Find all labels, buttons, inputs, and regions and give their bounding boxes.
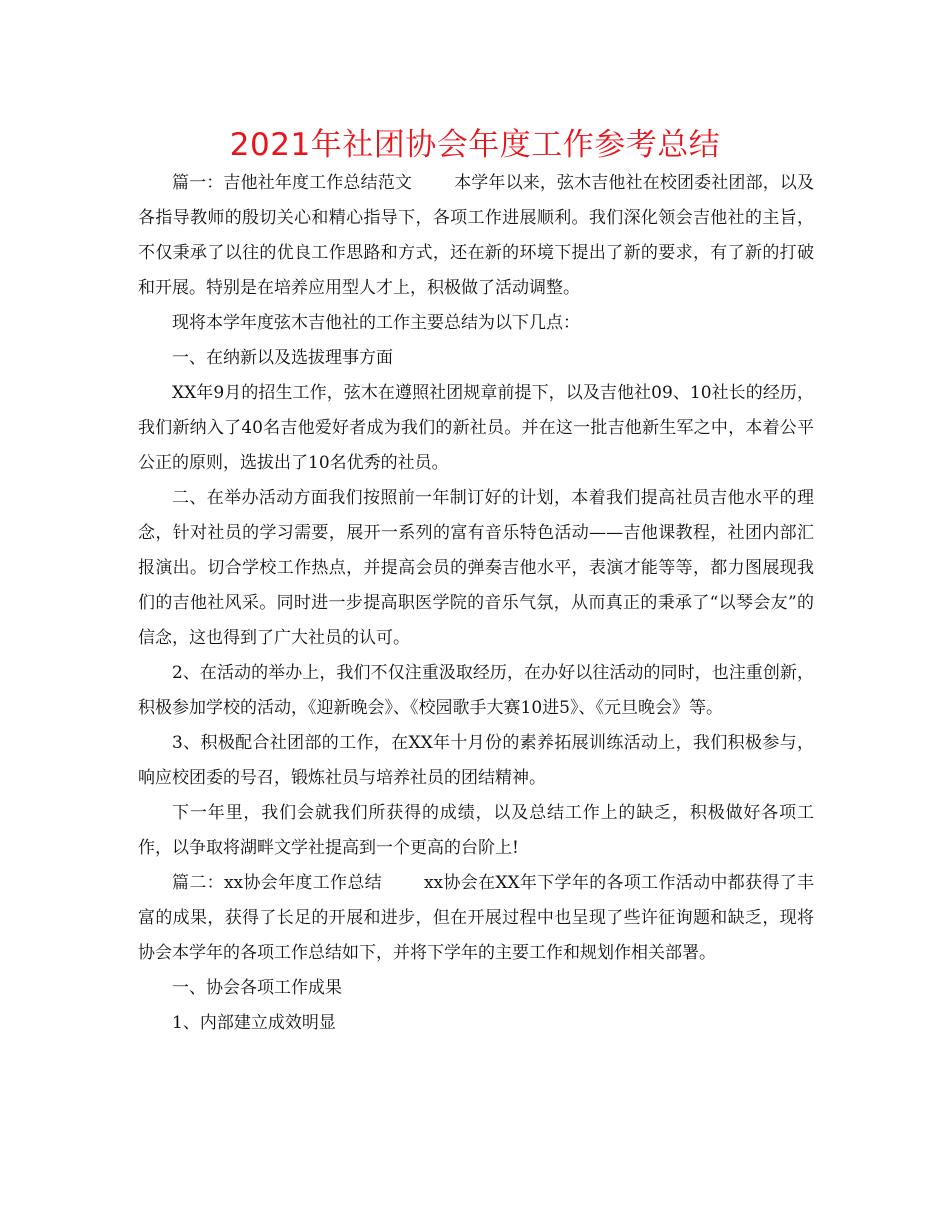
paragraph-8: 下一年里，我们会就我们所获得的成绩，以及总结工作上的缺乏，积极做好各项工作，以争取将湖畔文学社提高到一个更高的台阶上! — [138, 803, 814, 858]
document-body — [138, 166, 814, 1041]
paragraph-11: 1、内部建立成效明显 — [172, 1013, 336, 1033]
paragraph-10: 一、协会各项工作成果 — [172, 978, 342, 998]
paragraph-4: XX年9月的招生工作，弦木在遵照社团规章前提下，以及吉他社09、10社长的经历，我们新纳入了40名吉他爱好者成为我们的新社员。并在这一批吉他新生军之中，本着公平公正的原则，选拔出了10名优秀的社员。 — [138, 383, 814, 473]
section-lead: 篇二：xx协会年度工作总结 — [172, 873, 382, 893]
paragraph-2: 现将本学年度弦木吉他社的工作主要总结为以下几点： — [172, 313, 580, 333]
document-title: 2021年社团协会年度工作参考总结 — [229, 127, 721, 163]
paragraph-text: xx协会在XX年下学年的各项工作活动中都获得了丰富的成果，获得了长足的开展和进步，但在开展过程中也呈现了些许征询题和缺乏，现将协会本学年的各项工作总结如下，并将下学年的主要工作和规划作相关部署。 — [138, 873, 814, 963]
paragraph-6: 2、在活动的举办上，我们不仅注重汲取经历，在办好以往活动的同时，也注重创新，积极参加学校的活动，《迎新晚会》、《校园歌手大赛10进5》、《元旦晚会》等。 — [138, 663, 814, 718]
paragraph-5: 二、在举办活动方面我们按照前一年制订好的计划，本着我们提高社员吉他水平的理念，针对社员的学习需要，展开一系列的富有音乐特色活动——吉他课教程，社团内部汇报演出。切合学校工作热点，并提高会员的弹奏吉他水平，表演才能等等，都力图展现我们的吉他社风采。同时进一步提高职医学院的音乐气氛，从而真正的秉承了“以琴会友”的信念，这也得到了广大社员的认可。 — [138, 488, 814, 648]
paragraph-text: 本学年以来，弦木吉他社在校团委社团部，以及各指导教师的殷切关心和精心指导下，各项工作进展顺利。我们深化领会吉他社的主旨，不仅秉承了以往的优良工作思路和方式，还在新的环境下提出了新的要求，有了新的打破和开展。特别是在培养应用型人才上，积极做了活动调整。 — [138, 173, 814, 298]
paragraph-1 — [138, 166, 814, 306]
paragraph-7: 3、积极配合社团部的工作，在XX年十月份的素养拓展训练活动上，我们积极参与，响应校团委的号召，锻炼社员与培养社员的团结精神。 — [138, 733, 814, 788]
paragraph-3: 一、在纳新以及选拔理事方面 — [172, 348, 393, 368]
paragraph-9 — [138, 866, 814, 971]
section-lead: 篇一：吉他社年度工作总结范文 — [172, 173, 412, 193]
